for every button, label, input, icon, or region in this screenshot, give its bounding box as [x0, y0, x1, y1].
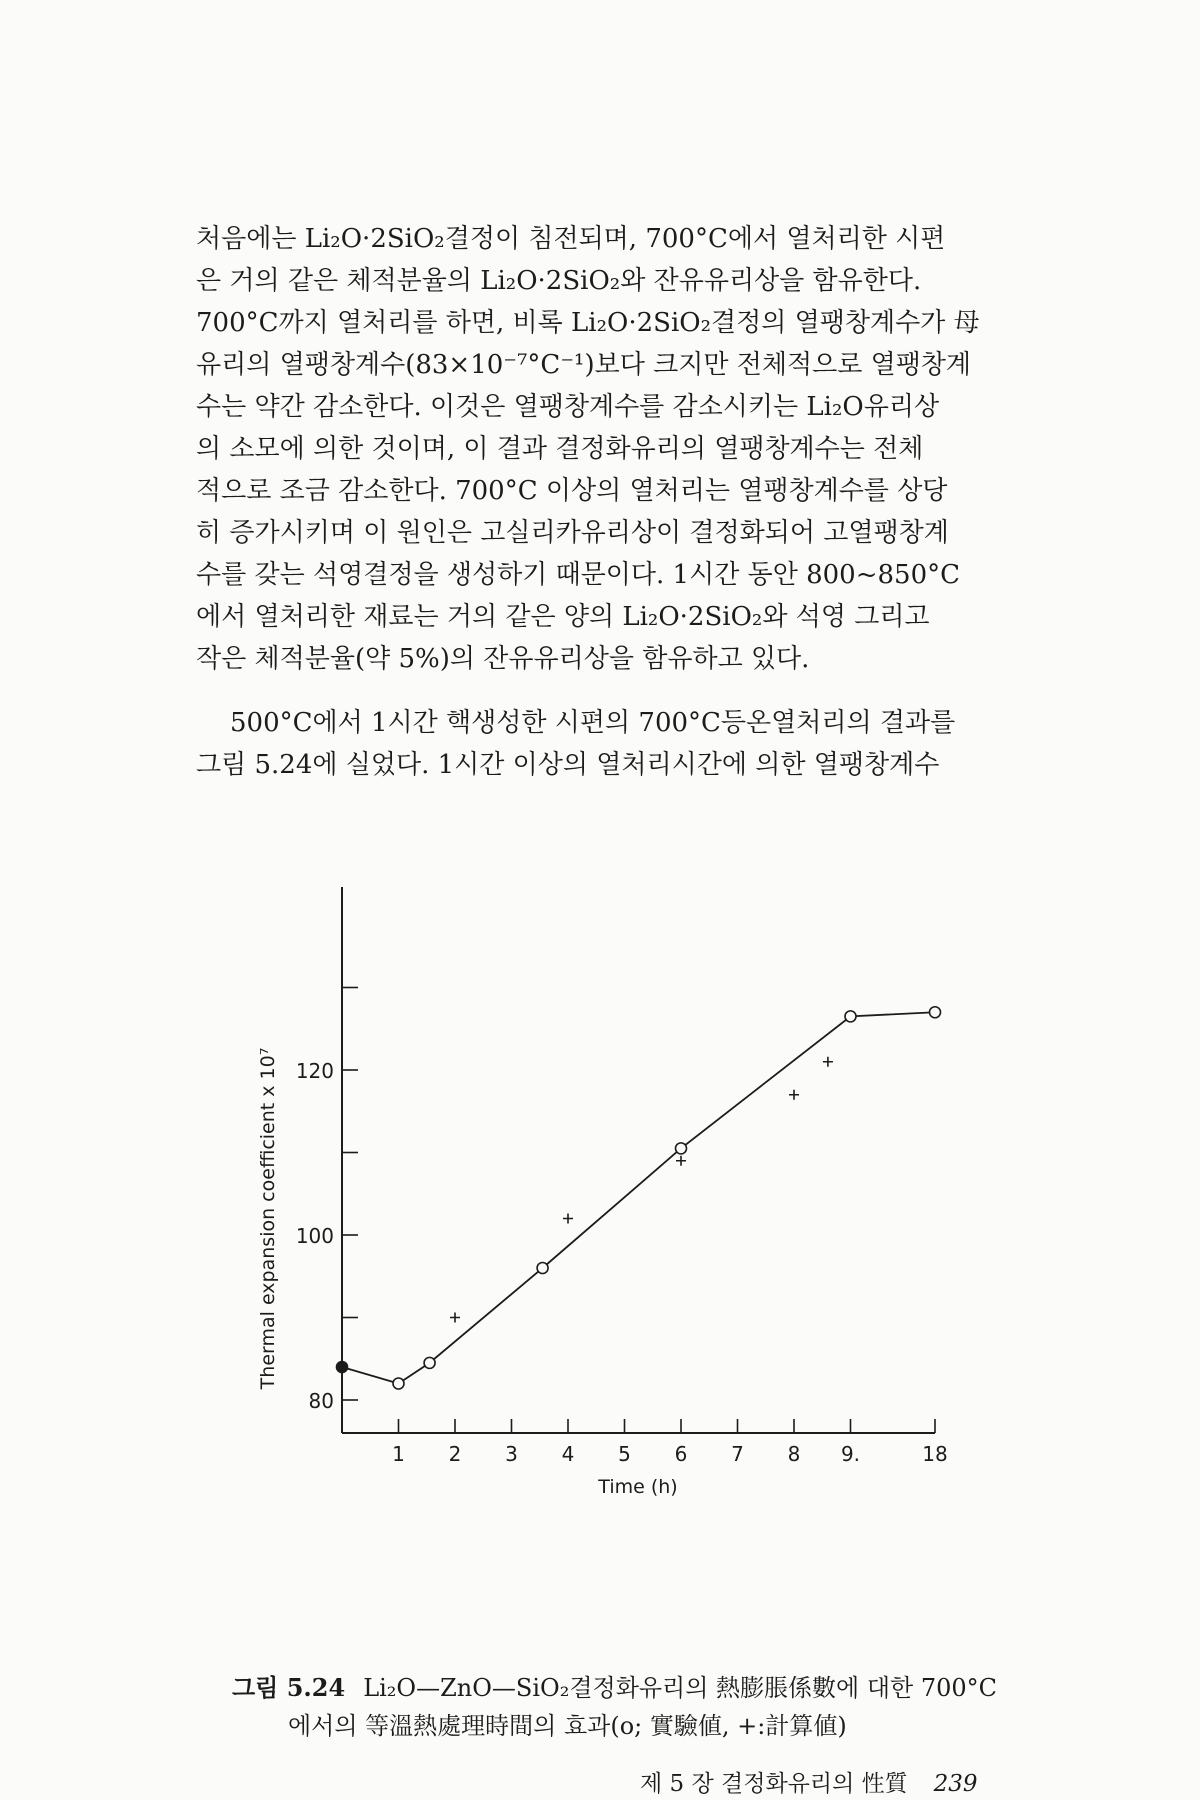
figure-caption-line-2: [288, 1708, 847, 1744]
x-tick-label: 18: [922, 1442, 948, 1466]
data-point-plus: [563, 1214, 573, 1224]
caption-text: Li₂O—ZnO—SiO₂결정화유리의 熱膨脹係數에 대한 700°C: [363, 1674, 998, 1702]
x-tick-label: 7: [731, 1442, 744, 1466]
x-tick-label: 1: [392, 1442, 405, 1466]
running-footer: 제 5 장 결정화유리의 性質: [640, 1771, 908, 1797]
text-line: 수는 약간 감소한다. 이것은 열팽창계수를 감소시키는 Li₂O유리상: [196, 392, 940, 422]
y-tick-label: 120: [295, 1059, 334, 1083]
page-number: 239: [933, 1771, 978, 1797]
figure-label: 그림 5.24: [232, 1673, 346, 1702]
y-tick-label: 80: [308, 1389, 334, 1413]
text-line: 그림 5.24에 실었다. 1시간 이상의 열처리시간에 의한 열팽창계수: [196, 750, 940, 780]
data-point-circle: [537, 1263, 548, 1274]
data-point-circle: [845, 1011, 856, 1022]
figure-caption-line-1: [232, 1670, 997, 1706]
figure-5-24-chart: [230, 835, 990, 1498]
data-point-plus: [823, 1057, 833, 1067]
text-line: 수를 갖는 석영결정을 생성하기 때문이다. 1시간 동안 800~850°C: [196, 560, 961, 590]
x-tick-label: 8: [787, 1442, 801, 1466]
x-axis-title: Time (h): [598, 1476, 678, 1498]
data-point-circle: [393, 1378, 404, 1389]
x-tick-label: 9.: [840, 1442, 861, 1466]
x-tick-label: 5: [618, 1442, 631, 1466]
page-footer: [640, 1765, 978, 1798]
text-line: 적으로 조금 감소한다. 700°C 이상의 열처리는 열팽창계수를 상당: [196, 476, 948, 506]
data-point-plus: [789, 1090, 799, 1100]
data-point-plus: [676, 1156, 686, 1166]
data-point-circle: [424, 1357, 435, 1368]
text-line: 700°C까지 열처리를 하면, 비록 Li₂O·2SiO₂결정의 열팽창계수가 母: [196, 308, 980, 338]
x-tick-label: 4: [561, 1442, 575, 1466]
x-tick-label: 6: [674, 1442, 688, 1466]
text-line: 에서 열처리한 재료는 거의 같은 양의 Li₂O·2SiO₂와 석영 그리고: [196, 602, 930, 632]
data-point-circle: [337, 1362, 348, 1373]
x-tick-label: 2: [448, 1442, 462, 1466]
y-tick-label: 100: [295, 1224, 334, 1248]
text-line: 히 증가시키며 이 원인은 고실리카유리상이 결정화되어 고열팽창계: [196, 518, 949, 548]
caption-text: 에서의 等溫熱處理時間의 효과(o; 實驗値, +:計算値): [288, 1712, 847, 1740]
text-line: 500°C에서 1시간 핵생성한 시편의 700°C등온열처리의 결과를: [230, 708, 956, 738]
text-line: 유리의 열팽창계수(83×10⁻⁷°C⁻¹)보다 크지만 전체적으로 열팽창계: [196, 350, 972, 380]
data-point-circle: [930, 1007, 941, 1018]
data-point-circle: [676, 1143, 687, 1154]
data-point-plus: [450, 1313, 460, 1323]
text-line: 의 소모에 의한 것이며, 이 결과 결정화유리의 열팽창계수는 전체: [196, 434, 924, 464]
chart-svg: [230, 835, 990, 1498]
text-line: 은 거의 같은 체적분율의 Li₂O·2SiO₂와 잔유유리상을 함유한다.: [196, 266, 922, 296]
body-paragraph-1: [196, 218, 1028, 680]
text-line: 처음에는 Li₂O·2SiO₂결정이 침전되며, 700°C에서 열처리한 시편: [196, 224, 946, 254]
text-line: 작은 체적분율(약 5%)의 잔유유리상을 함유하고 있다.: [196, 644, 810, 674]
fit-line: [342, 1012, 935, 1383]
x-tick-label: 3: [505, 1442, 518, 1466]
y-axis-title: Thermal expansion coefficient x 10⁷: [257, 1047, 279, 1390]
body-paragraph-2: [196, 702, 1028, 786]
